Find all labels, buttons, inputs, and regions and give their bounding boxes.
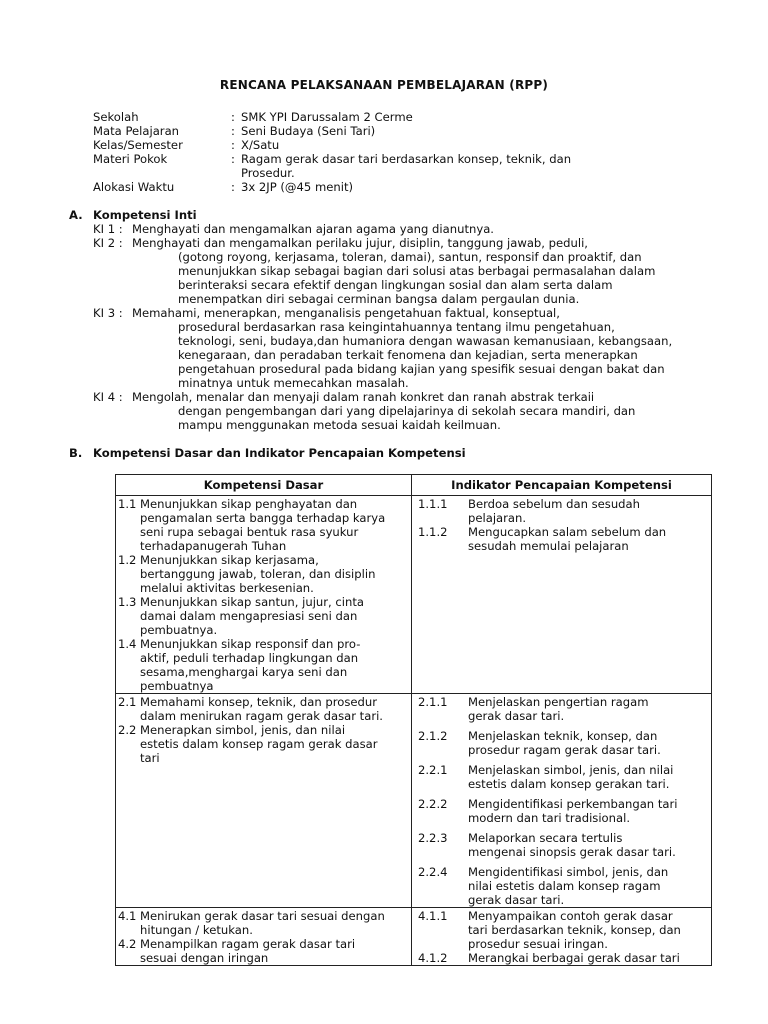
- document-title: RENCANA PELAKSANAAN PEMBELAJARAN (RPP): [219, 78, 549, 92]
- kd-line: pembuatnya.: [140, 623, 218, 637]
- ki-line: (gotong royong, kerjasama, toleran, damai), santun, responsif dan proaktif, dan: [178, 250, 642, 264]
- ipk-line: Merangkai berbagai gerak dasar tari: [468, 951, 680, 965]
- kd-text: [140, 937, 407, 965]
- ipk-line: nilai estetis dalam konsep ragam: [468, 879, 661, 893]
- ipk-number: 2.2.2: [418, 797, 448, 811]
- ipk-text: [468, 525, 701, 553]
- kd-line: sesuai dengan iringan: [140, 951, 269, 965]
- kd-line: damai dalam mengapresiasi seni dan: [140, 609, 358, 623]
- ipk-line: prosedur ragam gerak dasar tari.: [468, 743, 661, 757]
- section-heading: [69, 208, 689, 222]
- table-header-row: [116, 475, 712, 496]
- kd-line: Menunjukkan sikap penghayatan dan: [140, 497, 358, 511]
- identity-value: X/Satu: [241, 138, 280, 152]
- ki-text: [132, 306, 689, 390]
- ki-line: prosedural berdasarkan rasa keingintahuannya tentang ilmu pengetahuan,: [178, 320, 615, 334]
- ipk-number: 2.1.1: [418, 695, 448, 709]
- kd-text: [140, 497, 407, 553]
- kd-line: estetis dalam konsep ragam gerak dasar: [140, 737, 378, 751]
- kd-line: melalui aktivitas berkesenian.: [140, 581, 314, 595]
- kd-item: [118, 553, 407, 595]
- kd-number: 2.1: [118, 695, 137, 709]
- ipk-text: [468, 729, 701, 757]
- kd-item: [118, 595, 407, 637]
- ki-code: KI 3: [93, 306, 116, 320]
- kd-text: [140, 595, 407, 637]
- ipk-line: estetis dalam konsep gerakan tari.: [468, 777, 670, 791]
- identity-colon: :: [231, 180, 235, 194]
- ki-item: [93, 390, 689, 432]
- ki-code: KI 1: [93, 222, 116, 236]
- kd-text: [140, 553, 407, 595]
- kd-text: [140, 909, 407, 937]
- kd-list: [116, 694, 411, 765]
- ipk-cell: [412, 694, 712, 908]
- kd-item: [118, 497, 407, 553]
- ki-line: Mengolah, menalar dan menyaji dalam ranah konkret dan ranah abstrak terkaii: [132, 390, 595, 404]
- ipk-text: [468, 695, 701, 723]
- ipk-number: 4.1.1: [418, 909, 448, 923]
- identity-key: Sekolah: [93, 110, 139, 124]
- ki-item: [93, 236, 689, 306]
- identity-key: Alokasi Waktu: [93, 180, 175, 194]
- ki-label: [93, 306, 132, 390]
- ipk-text: [468, 497, 701, 525]
- section-letter: B.: [69, 446, 83, 460]
- kd-item: [118, 695, 407, 723]
- identity-row: [93, 138, 653, 152]
- ipk-number: 2.2.4: [418, 865, 448, 879]
- ipk-line: prosedur sesuai iringan.: [468, 937, 608, 951]
- identity-row: [93, 180, 653, 194]
- kd-line: Menunjukkan sikap santun, jujur, cinta: [140, 595, 365, 609]
- table-row: [116, 496, 712, 694]
- kd-number: 1.2: [118, 553, 137, 567]
- kd-line: Menirukan gerak dasar tari sesuai dengan: [140, 909, 385, 923]
- section-kompetensi-inti: [69, 208, 689, 432]
- ki-separator: :: [115, 236, 127, 250]
- ki-line: pengetahuan prosedural pada bidang kajian yang spesifik sesuai dengan bakat dan: [178, 362, 665, 376]
- ipk-line: tari berdasarkan teknik, konsep, dan: [468, 923, 681, 937]
- ki-line: berinteraksi secara efektif dengan lingkungan sosial dan alam serta dalam: [178, 278, 613, 292]
- identity-row: [93, 110, 653, 124]
- kd-item: [118, 909, 407, 937]
- ipk-cell: [412, 496, 712, 694]
- kd-line: tari: [140, 751, 160, 765]
- kd-line: bertanggung jawab, toleran, dan disiplin: [140, 567, 376, 581]
- identity-key: Kelas/Semester: [93, 138, 183, 152]
- ipk-cell: [412, 908, 712, 966]
- kd-cell: [116, 496, 412, 694]
- section-title: Kompetensi Inti: [93, 208, 197, 222]
- table-row: [116, 908, 712, 966]
- identity-colon: :: [231, 110, 235, 124]
- ipk-item: [414, 497, 707, 525]
- kd-line: pengamalan serta bangga terhadap karya: [140, 511, 386, 525]
- ipk-line: sesudah memulai pelajaran: [468, 539, 629, 553]
- ipk-line: mengenai sinopsis gerak dasar tari.: [468, 845, 676, 859]
- ipk-number: 2.1.2: [418, 729, 448, 743]
- ki-line: Menghayati dan mengamalkan perilaku jujur, disiplin, tanggung jawab, peduli,: [132, 236, 588, 250]
- kd-text: [140, 695, 407, 723]
- ki-line: Memahami, menerapkan, menganalisis pengetahuan faktual, konseptual,: [132, 306, 560, 320]
- ki-line: minatnya untuk memecahkan masalah.: [178, 376, 409, 390]
- table-body: [116, 496, 712, 966]
- ipk-list: [412, 496, 711, 553]
- ipk-item: [414, 763, 707, 791]
- identity-key: Materi Pokok: [93, 152, 168, 166]
- kd-line: hitungan / ketukan.: [140, 923, 253, 937]
- ki-separator: :: [115, 390, 127, 404]
- ki-label: [93, 222, 132, 236]
- kd-number: 4.2: [118, 937, 137, 951]
- kd-line: sesama,menghargai karya seni dan: [140, 665, 348, 679]
- ki-text: [132, 222, 689, 236]
- identity-key: Mata Pelajaran: [93, 124, 180, 138]
- kd-text: [140, 723, 407, 765]
- kd-line: Menunjukkan sikap kerjasama,: [140, 553, 319, 567]
- ki-line: teknologi, seni, budaya,dan humaniora dengan wawasan kemanusiaan, kebangsaan,: [178, 334, 673, 348]
- ipk-number: 1.1.1: [418, 497, 448, 511]
- section-kompetensi-dasar: [69, 446, 689, 460]
- kd-cell: [116, 694, 412, 908]
- kd-list: [116, 908, 411, 965]
- identity-row: [93, 152, 653, 166]
- header-kompetensi-dasar: Kompetensi Dasar: [116, 475, 412, 496]
- ipk-item: [414, 695, 707, 723]
- ipk-line: Menjelaskan teknik, konsep, dan: [468, 729, 658, 743]
- identity-value: Seni Budaya (Seni Tari): [241, 124, 376, 138]
- table-row: [116, 694, 712, 908]
- kd-item: [118, 937, 407, 965]
- section-letter: A.: [69, 208, 83, 222]
- ipk-line: Mengidentifikasi perkembangan tari: [468, 797, 678, 811]
- kd-line: terhadapanugerah Tuhan: [140, 539, 287, 553]
- kd-line: Menunjukkan sikap responsif dan pro-: [140, 637, 361, 651]
- ipk-line: Melaporkan secara tertulis: [468, 831, 623, 845]
- kd-number: 1.3: [118, 595, 137, 609]
- ki-code: KI 2: [93, 236, 116, 250]
- kd-line: dalam menirukan ragam gerak dasar tari.: [140, 709, 383, 723]
- identity-value-continued: Prosedur.: [241, 166, 295, 180]
- ki-item: [93, 306, 689, 390]
- ki-text: [132, 236, 689, 306]
- section-title: Kompetensi Dasar dan Indikator Pencapaian Kompetensi: [93, 446, 466, 460]
- ipk-text: [468, 797, 701, 825]
- ki-label: [93, 390, 132, 432]
- kd-line: Menerapkan simbol, jenis, dan nilai: [140, 723, 346, 737]
- ipk-item: [414, 909, 707, 951]
- identity-value: 3x 2JP (@45 menit): [241, 180, 354, 194]
- ki-item: [93, 222, 689, 236]
- identity-colon: :: [231, 138, 235, 152]
- header-indikator: Indikator Pencapaian Kompetensi: [412, 475, 712, 496]
- identity-block: [93, 110, 653, 194]
- ipk-text: [468, 831, 701, 859]
- ipk-line: gerak dasar tari.: [468, 893, 565, 907]
- ki-separator: :: [115, 306, 123, 320]
- kd-cell: [116, 908, 412, 966]
- ipk-line: pelajaran.: [468, 511, 527, 525]
- ipk-line: Menyampaikan contoh gerak dasar: [468, 909, 673, 923]
- ipk-line: modern dan tari tradisional.: [468, 811, 631, 825]
- identity-value: SMK YPI Darussalam 2 Cerme: [241, 110, 413, 124]
- ki-line: dengan pengembangan dari yang dipelajarinya di sekolah secara mandiri, dan: [178, 404, 636, 418]
- ki-line: menempatkan diri sebagai cerminan bangsa dalam pergaulan dunia.: [178, 292, 580, 306]
- ipk-number: 2.2.1: [418, 763, 448, 777]
- ki-text: [132, 390, 689, 432]
- ipk-text: [468, 909, 701, 951]
- kd-number: 1.1: [118, 497, 137, 511]
- ipk-text: [468, 951, 701, 965]
- kd-line: Memahami konsep, teknik, dan prosedur: [140, 695, 377, 709]
- ki-code: KI 4: [93, 390, 116, 404]
- kd-item: [118, 637, 407, 693]
- ki-line: Menghayati dan mengamalkan ajaran agama yang dianutnya.: [132, 222, 494, 236]
- kd-item: [118, 723, 407, 765]
- ipk-item: [414, 831, 707, 859]
- kd-number: 1.4: [118, 637, 137, 651]
- ki-list: [93, 222, 689, 432]
- ipk-item: [414, 865, 707, 907]
- ipk-text: [468, 763, 701, 791]
- ipk-item: [414, 729, 707, 757]
- kd-line: seni rupa sebagai bentuk rasa syukur: [140, 525, 359, 539]
- ipk-list: [412, 908, 711, 965]
- kd-line: Menampilkan ragam gerak dasar tari: [140, 937, 356, 951]
- section-heading: [69, 446, 689, 460]
- competency-table: [115, 474, 712, 966]
- ipk-line: Menjelaskan pengertian ragam: [468, 695, 649, 709]
- ki-line: mampu menggunakan metoda sesuai kaidah keilmuan.: [178, 418, 501, 432]
- ipk-text: [468, 865, 701, 907]
- ipk-item: [414, 797, 707, 825]
- ipk-item: [414, 951, 707, 965]
- kd-list: [116, 496, 411, 693]
- kd-line: pembuatnya: [140, 679, 214, 693]
- identity-value: Ragam gerak dasar tari berdasarkan konsep, teknik, dan: [241, 152, 572, 166]
- ki-separator: :: [115, 222, 127, 236]
- kd-number: 2.2: [118, 723, 137, 737]
- ipk-line: gerak dasar tari.: [468, 709, 565, 723]
- ipk-number: 1.1.2: [418, 525, 448, 539]
- ipk-line: Mengidentifikasi simbol, jenis, dan: [468, 865, 669, 879]
- identity-row: [93, 124, 653, 138]
- identity-colon: :: [231, 152, 235, 166]
- kd-number: 4.1: [118, 909, 137, 923]
- ipk-list: [412, 694, 711, 907]
- kd-line: aktif, peduli terhadap lingkungan dan: [140, 651, 359, 665]
- kd-text: [140, 637, 407, 693]
- ipk-number: 4.1.2: [418, 951, 448, 965]
- ipk-line: Mengucapkan salam sebelum dan: [468, 525, 667, 539]
- identity-colon: :: [231, 124, 235, 138]
- ki-line: kenegaraan, dan peradaban terkait fenomena dan kejadian, serta menerapkan: [178, 348, 638, 362]
- ipk-line: Menjelaskan simbol, jenis, dan nilai: [468, 763, 674, 777]
- ipk-number: 2.2.3: [418, 831, 448, 845]
- ki-label: [93, 236, 132, 306]
- ki-line: menunjukkan sikap sebagai bagian dari solusi atas berbagai permasalahan dalam: [178, 264, 656, 278]
- ipk-line: Berdoa sebelum dan sesudah: [468, 497, 640, 511]
- ipk-item: [414, 525, 707, 553]
